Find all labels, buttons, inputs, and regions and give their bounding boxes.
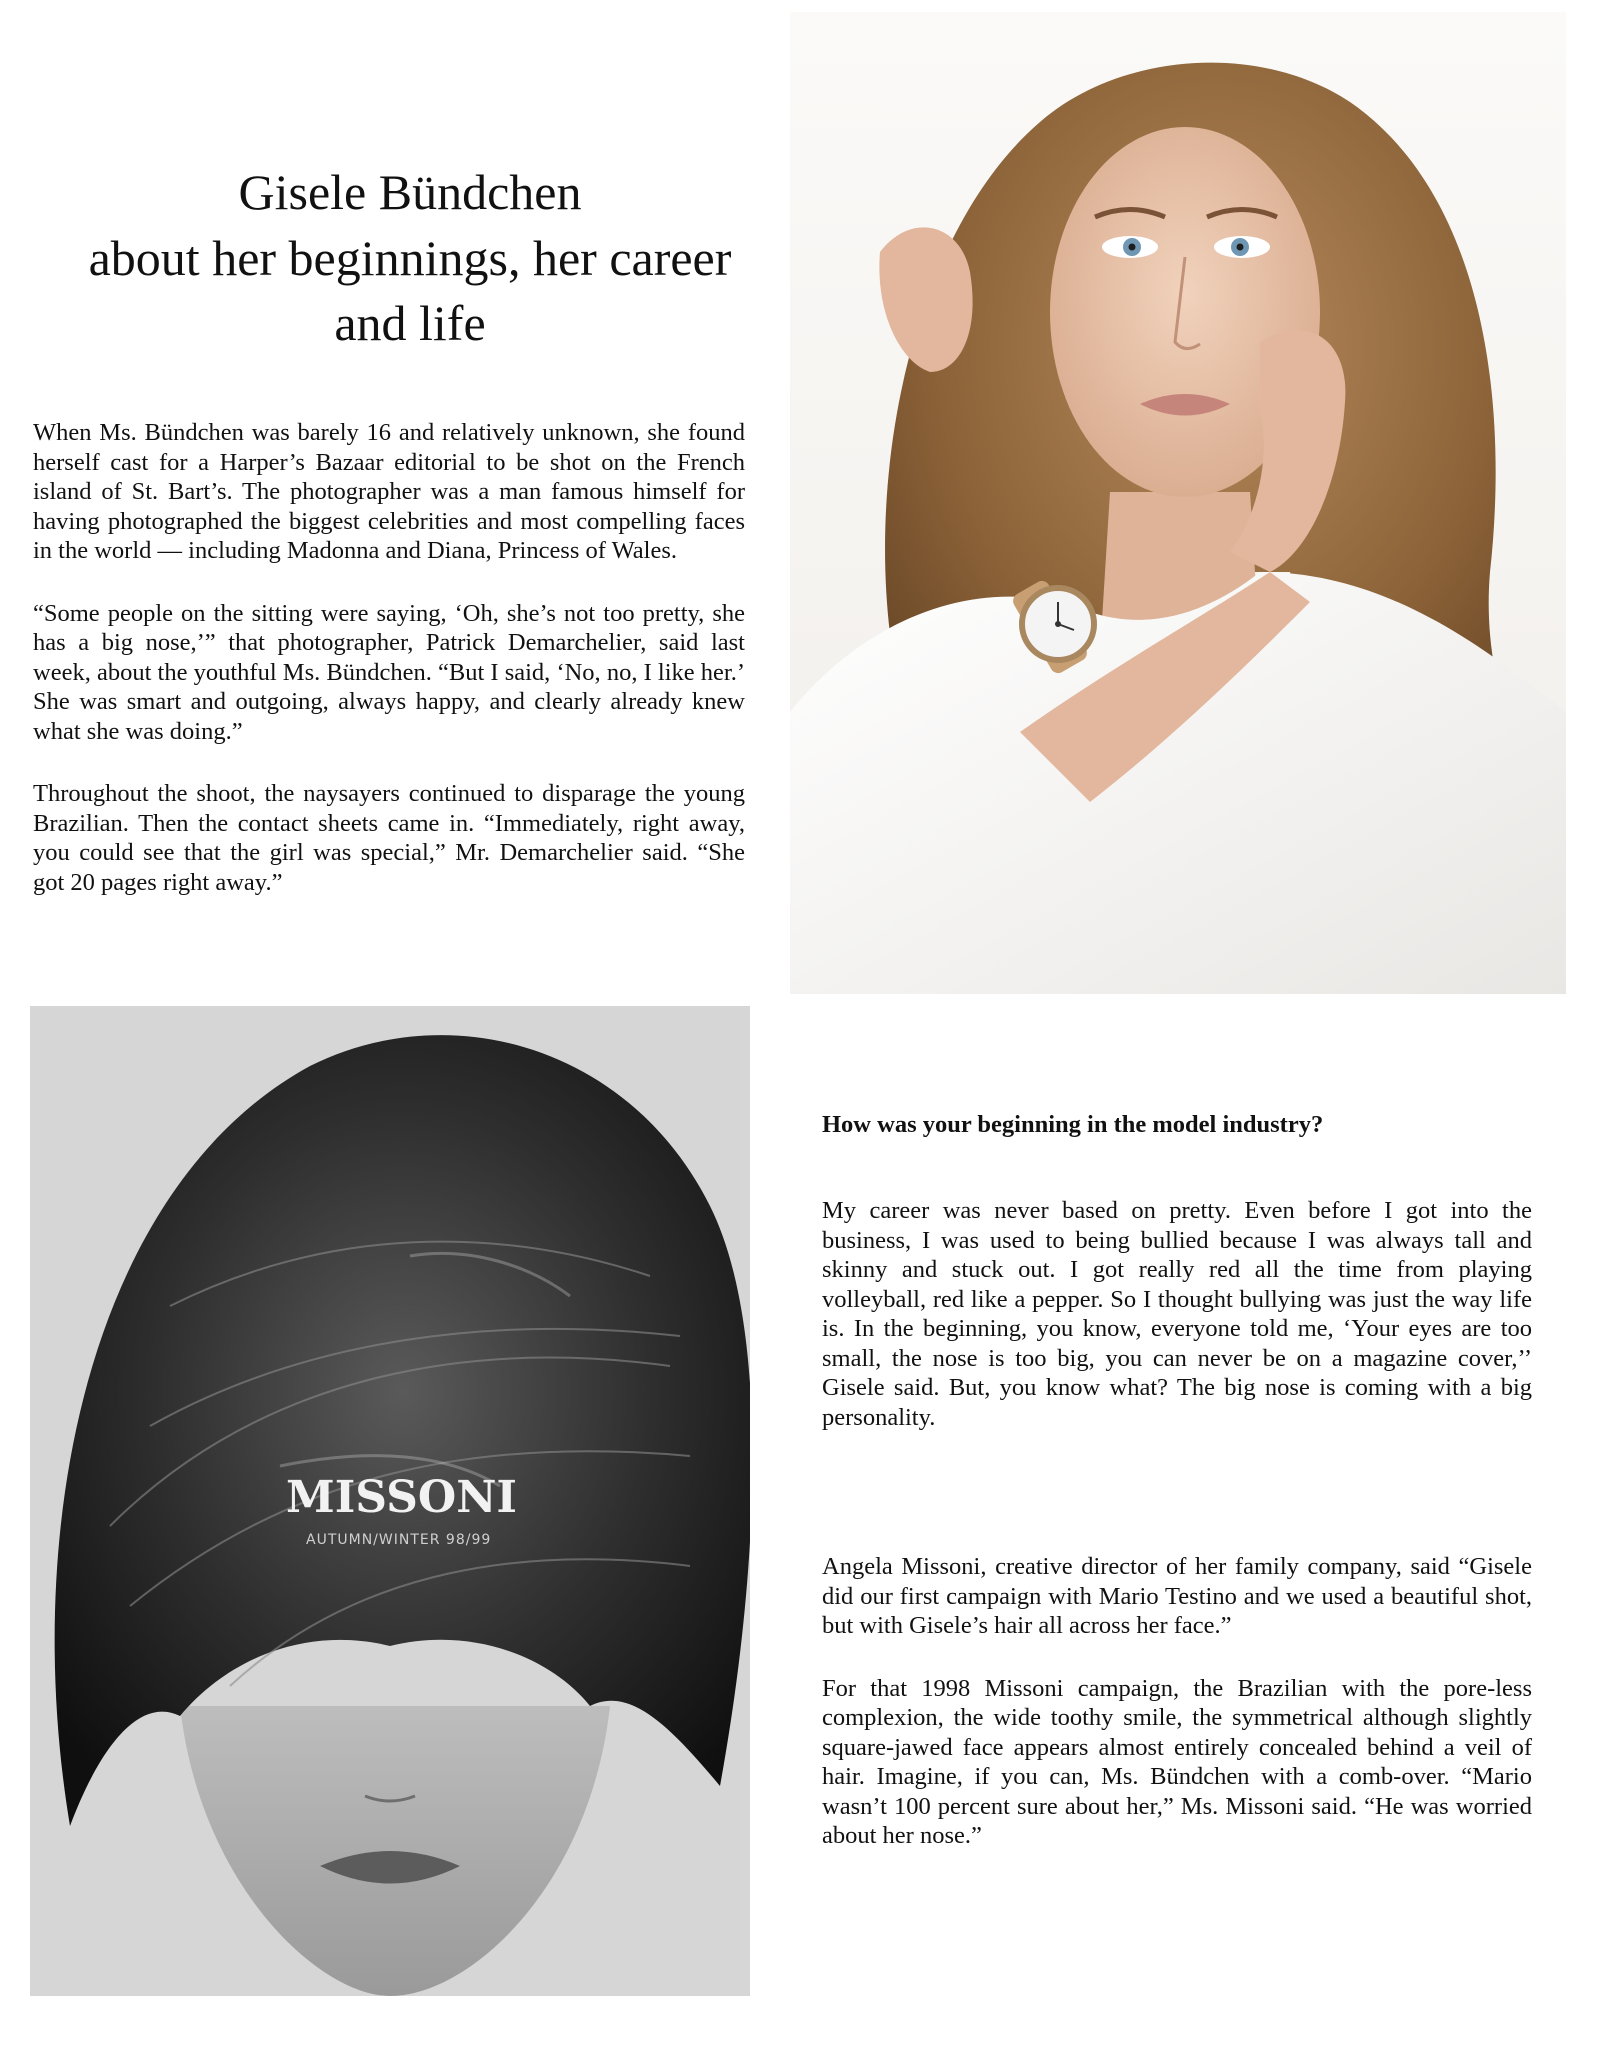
intro-paragraph-1: When Ms. Bündchen was barely 16 and relatively unknown, she found herself cast for a Harper’s Bazaar editorial to be shot on the French island of St. Bart’s. The photographer was a man famous himself for having photographed the biggest celebrities and most compelling faces in the world — including Madonna and Diana, Princess of Wales. (33, 419, 745, 564)
portrait-illustration (790, 12, 1566, 994)
intro-paragraph-2: “Some people on the sitting were saying, ‘Oh, she’s not too pretty, she has a big nose,’” that photographer, Patrick Demarchelier, said last week, about the youthful Ms. Bündchen. “But I said, ‘No, no, I like her.’ She was smart and outgoing, always happy, and clearly already knew what she was doing.” (33, 599, 745, 745)
missoni-logo: MISSONI (286, 1472, 517, 1523)
missoni-ad-illustration (30, 1006, 750, 1996)
missoni-season: AUTUMN/WINTER 98/99 (306, 1532, 492, 1548)
missoni-text (822, 1552, 1532, 1884)
intro-text (33, 418, 745, 930)
portrait-photo (790, 12, 1566, 994)
missoni-paragraph-1: Angela Missoni, creative director of her family company, said “Gisele did our first campaign with Mario Testino and we used a beautiful shot, but with Gisele’s hair all across her face.” (822, 1553, 1532, 1639)
interview-question: How was your beginning in the model industry? (822, 1111, 1324, 1138)
missoni-paragraph-2: For that 1998 Missoni campaign, the Brazilian with the pore-less complexion, the wide toothy smile, the symmetrical although slightly square-jawed face appears almost entirely concealed behind a veil of hair. Imagine, if you can, Ms. Bündchen with a comb-over. “Mario wasn’t 100 percent sure about her,” Ms. Missoni said. “He was worried about her nose.” (822, 1674, 1532, 1849)
title-line-2: about her beginnings, her career (88, 229, 732, 286)
title-line-3: and life (334, 295, 486, 351)
answer-paragraph: My career was never based on pretty. Even before I got into the business, I was used to being bullied because I was always tall and skinny and stuck out. I got really red all the time from playing volleyball, red like a pepper. So I thought bullying was just the way life is. In the beginning, you know, everyone told me, ‘Your eyes are too small, the nose is too big, you can never be on a magazine cover,’’ Gisele said. But, you know what? The big nose is coming with a big personality. (822, 1197, 1532, 1431)
intro-paragraph-3: Throughout the shoot, the naysayers continued to disparage the young Brazilian. Then the contact sheets came in. “Immediately, right away, you could see that the girl was special,” Mr. Demarchelier said. “She got 20 pages right away.” (33, 780, 745, 896)
title-line-1: Gisele Bündchen (238, 164, 582, 220)
interview-answer (822, 1196, 1532, 1465)
article-title (40, 160, 780, 357)
missoni-ad-photo (30, 1006, 750, 1996)
